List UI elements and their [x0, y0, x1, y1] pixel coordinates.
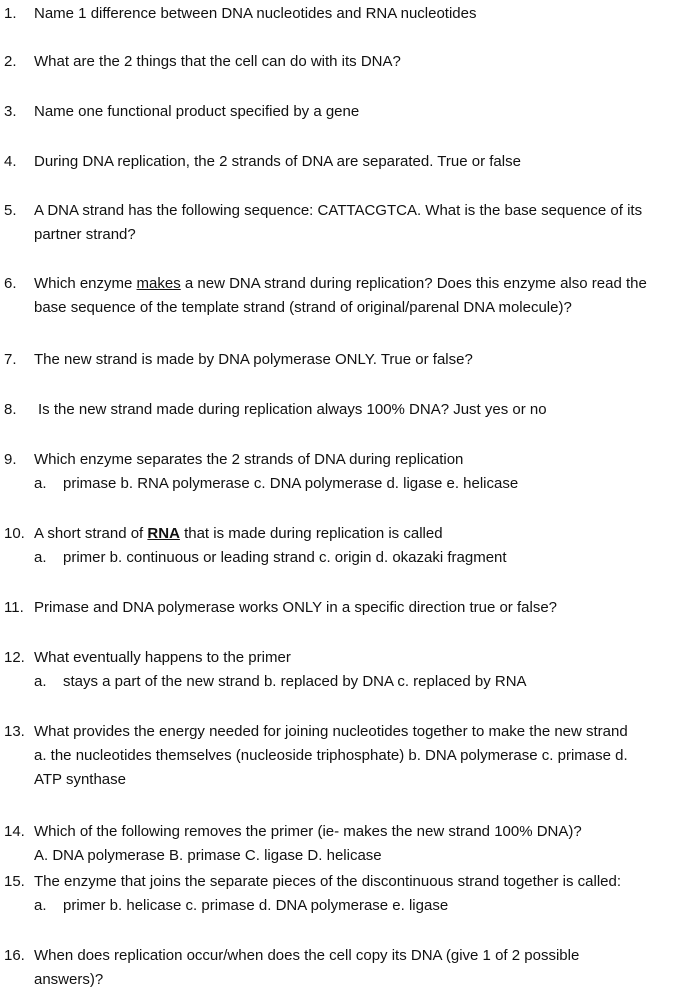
question-number: 6.: [4, 275, 17, 292]
question-text: [38, 398, 694, 422]
question-line: What are the 2 things that the cell can do with its DNA?: [34, 53, 401, 70]
question-line: answers)?: [34, 971, 104, 988]
option-letter: a.: [34, 549, 47, 566]
question-line: ATP synthase: [34, 771, 126, 788]
question-text: [34, 100, 694, 124]
question-number: 16.: [4, 947, 25, 964]
question-line: A DNA strand has the following sequence: CATTACGTCA. What is the base sequence of its: [34, 202, 643, 219]
question-line: base sequence of the template strand (strand of original/parenal DNA molecule)?: [34, 299, 572, 316]
question-line: Name 1 difference between DNA nucleotides and RNA nucleotides: [34, 5, 477, 22]
answer-options: [34, 472, 694, 496]
question-line: Which of the following removes the primer (ie- makes the new strand 100% DNA)?: [34, 823, 582, 840]
question-number: 4.: [4, 153, 17, 170]
option-text: primer b. helicase c. primase d. DNA polymerase e. ligase: [63, 897, 449, 914]
question-line: A. DNA polymerase B. primase C. ligase D. helicase: [34, 847, 382, 864]
question-number: 8.: [4, 401, 17, 418]
question-text: [34, 150, 694, 174]
question-number: 10.: [4, 525, 25, 542]
question-number: 5.: [4, 202, 17, 219]
question-text: [34, 199, 694, 247]
question-text: [34, 2, 694, 26]
question-text: [34, 448, 694, 496]
question-line: Primase and DNA polymerase works ONLY in a specific direction true or false?: [34, 599, 558, 616]
option-text: stays a part of the new strand b. replaced by DNA c. replaced by RNA: [63, 673, 527, 690]
option-letter: a.: [34, 897, 47, 914]
question-line: During DNA replication, the 2 strands of DNA are separated. True or false: [34, 153, 521, 170]
question-text-segment: that is made during replication is called: [179, 525, 443, 542]
answer-options: [34, 670, 694, 694]
question-number: 15.: [4, 873, 25, 890]
question-text: [34, 646, 694, 694]
question-number: 9.: [4, 451, 17, 468]
question-line: The enzyme that joins the separate pieces of the discontinuous strand together is called:: [34, 873, 622, 890]
question-line: Name one functional product specified by a gene: [34, 103, 360, 120]
question-number: 3.: [4, 103, 17, 120]
question-number: 7.: [4, 351, 17, 368]
answer-options: [34, 894, 694, 918]
question-text-segment: Which enzyme: [34, 275, 137, 292]
question-text-segment: a new DNA strand during replication? Does this enzyme also read the: [180, 275, 647, 292]
bold-underlined-word: RNA: [147, 525, 180, 542]
question-text: [34, 596, 694, 620]
question-line: [34, 272, 694, 296]
question-text: [34, 820, 694, 868]
question-text-segment: A short strand of: [34, 525, 148, 542]
question-text: [34, 944, 694, 992]
question-number: 1.: [4, 5, 17, 22]
question-line: The new strand is made by DNA polymerase ONLY. True or false?: [34, 351, 473, 368]
question-line: partner strand?: [34, 226, 136, 243]
question-line: Which enzyme separates the 2 strands of DNA during replication: [34, 451, 464, 468]
question-number: 13.: [4, 723, 25, 740]
option-letter: a.: [34, 475, 47, 492]
question-text: [34, 50, 694, 74]
question-line: [34, 522, 694, 546]
question-text: [34, 272, 694, 320]
question-line: What provides the energy needed for joining nucleotides together to make the new strand: [34, 723, 628, 740]
underlined-word: makes: [136, 275, 181, 292]
option-letter: a.: [34, 673, 47, 690]
option-text: primase b. RNA polymerase c. DNA polymerase d. ligase e. helicase: [63, 475, 519, 492]
question-number: 12.: [4, 649, 25, 666]
question-line: a. the nucleotides themselves (nucleoside triphosphate) b. DNA polymerase c. primase d.: [34, 747, 628, 764]
question-text: [34, 348, 694, 372]
question-number: 11.: [4, 599, 24, 616]
question-text: [34, 522, 694, 570]
question-text: [34, 870, 694, 918]
question-line: Is the new strand made during replication always 100% DNA? Just yes or no: [38, 401, 547, 418]
question-number: 2.: [4, 53, 17, 70]
question-line: What eventually happens to the primer: [34, 649, 291, 666]
answer-options: [34, 546, 694, 570]
question-number: 14.: [4, 823, 25, 840]
question-text: [34, 720, 694, 792]
question-line: When does replication occur/when does the cell copy its DNA (give 1 of 2 possible: [34, 947, 580, 964]
option-text: primer b. continuous or leading strand c. origin d. okazaki fragment: [63, 549, 507, 566]
